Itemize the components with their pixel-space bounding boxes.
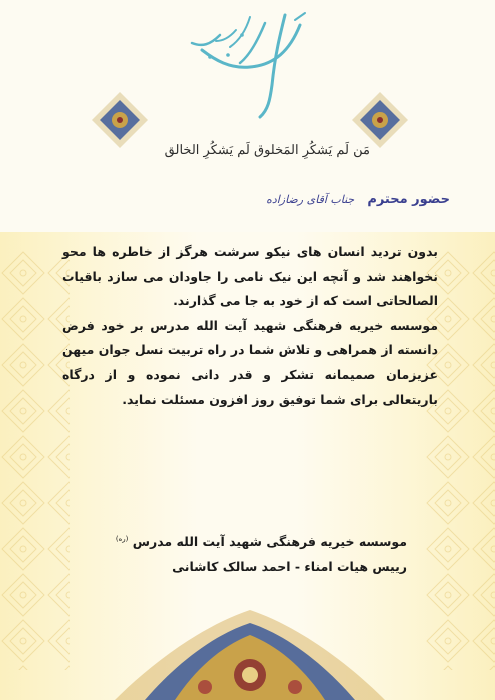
salutation-line <box>266 188 450 207</box>
body-paragraph-1: بدون تردید انسان های نیکو سرشت هرگز از خاطره ها محو نخواهند شد و آنچه این نیک نامی را جاودان می سازد باقیات الصالحاتی است که از خود به جا می گذارند. <box>62 244 438 309</box>
certificate-body <box>62 240 438 412</box>
body-paragraph-2: موسسه خیریه فرهنگی شهید آیت الله مدرس بر خود فرض دانسته از همراهی و تلاش شما در راه تربیت نسل جوان میهن عزیزمان صمیمانه تشکر و قدر دانی نموده و از درگاه باریتعالی برای شما توفیق روز افزون مسئلت نماید. <box>62 317 438 407</box>
signature-honorific: (ره) <box>115 535 129 543</box>
signature-signer: رییس هیات امناء - احمد سالک کاشانی <box>172 559 407 575</box>
recipient-name: جناب آقای رضازاده <box>266 193 355 206</box>
signature-organization: موسسه خیریه فرهنگی شهید آیت الله مدرس <box>132 534 407 550</box>
bottom-ornament <box>95 605 405 700</box>
hadith-quote: مَن لَم یَشکُرِ المَخلوق لَم یَشکُرِ الخالق <box>164 143 370 158</box>
signature-block <box>116 527 407 579</box>
signature-organization-line <box>116 527 407 554</box>
salutation-title: حضور محترم <box>367 192 450 207</box>
left-geometric-pattern <box>0 250 70 670</box>
